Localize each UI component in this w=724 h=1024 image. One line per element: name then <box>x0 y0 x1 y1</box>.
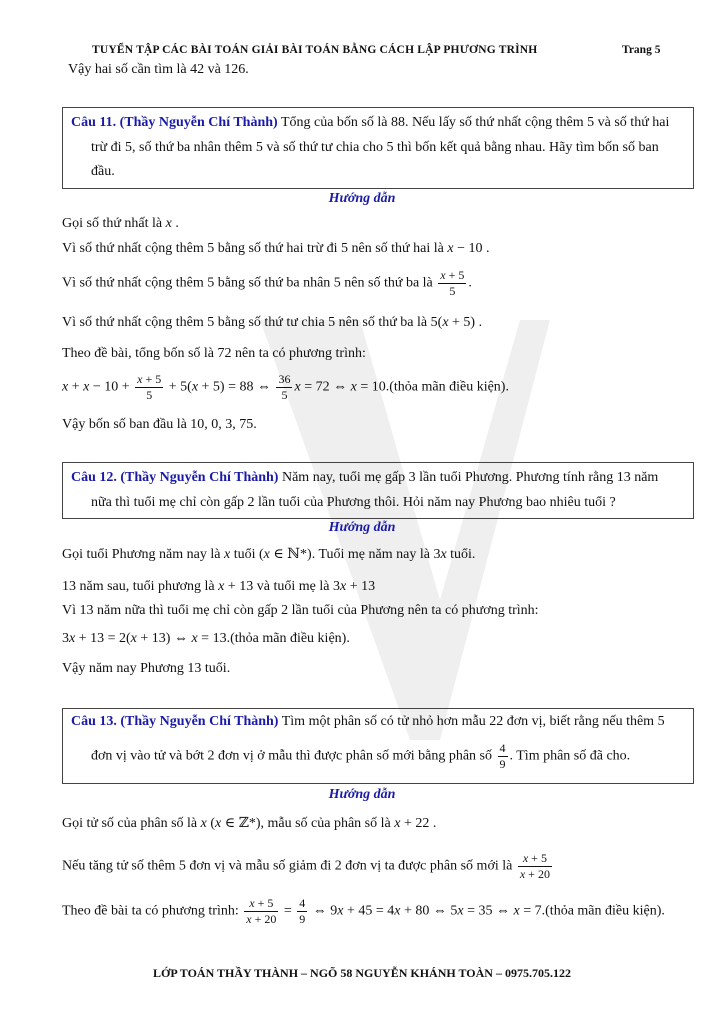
question-11-text-line2: trừ đi 5, số thứ ba nhân thêm 5 và số thứ tư chia cho 5 thì bốn kết quả bằng nhau. Hãy tìm bốn số ban <box>91 140 659 155</box>
guide-heading-12: Hướng dẫn <box>328 520 396 535</box>
q11-step-1: Gọi số thứ nhất là x . <box>62 216 179 231</box>
q13-step-2: Nếu tăng tử số thêm 5 đơn vị và mẫu số giảm đi 2 đơn vị ta được phân số mới là $\frac{x + 5}{x + 20}$ <box>62 851 550 881</box>
question-12-label: Câu 12. (Thầy Nguyễn Chí Thành) <box>71 470 279 485</box>
question-11-label: Câu 11. (Thầy Nguyễn Chí Thành) <box>71 115 278 130</box>
q12-conclusion: Vậy năm nay Phương 13 tuổi. <box>62 661 231 676</box>
question-11-box <box>62 107 694 189</box>
question-11-text-line3: đầu. <box>91 164 115 179</box>
q11-equation: x + x − 10 + $\frac{x + 5}{5}$ + 5(x + 5) = 88 ⇔ $\frac{36}{5}$ x = 72 ⇔ x = 10.(thỏa mãn điều kiện). <box>62 372 509 402</box>
page-header-title: TUYỂN TẬP CÁC BÀI TOÁN GIẢI BÀI TOÁN BẰNG CÁCH LẬP PHƯƠNG TRÌNH <box>92 44 538 56</box>
q12-step-1: Gọi tuổi Phương năm nay là x tuổi (x ∈ ℕ*). Tuổi mẹ năm nay là 3x tuổi. <box>62 547 476 562</box>
question-12-text-line1: Năm nay, tuổi mẹ gấp 3 lần tuổi Phương. Phương tính rằng 13 năm <box>278 470 659 485</box>
question-12-box <box>62 462 694 519</box>
q13-step-1: Gọi tử số của phân số là x (x ∈ ℤ*), mẫu số của phân số là x + 22 . <box>62 816 437 831</box>
guide-heading-11: Hướng dẫn <box>328 191 396 206</box>
fraction: $\frac{x + 5}{5}$ <box>440 268 465 298</box>
q13-equation: Theo đề bài ta có phương trình: $\frac{x + 5}{x + 20}$ = $\frac{4}{9}$ ⇔ 9x + 45 = 4x + 80 ⇔ 5x = 35 ⇔ x = 7.(thỏa mãn điều kiện). <box>62 896 665 926</box>
q11-step-4: Vì số thứ nhất cộng thêm 5 bằng số thứ tư chia 5 nên số thứ ba là 5(x + 5) . <box>62 315 483 330</box>
question-12-text-line2: nữa thì tuổi mẹ chỉ còn gấp 2 lần tuổi của Phương thôi. Hỏi năm nay Phương bao nhiêu tuổi ? <box>91 495 616 510</box>
q12-equation: 3x + 13 = 2(x + 13) ⇔ x = 13.(thỏa mãn điều kiện). <box>62 631 350 646</box>
q12-step-2: 13 năm sau, tuổi phương là x + 13 và tuổi mẹ là 3x + 13 <box>62 579 376 594</box>
question-11-text-line1: Tổng của bốn số là 88. Nếu lấy số thứ nhất cộng thêm 5 và số thứ hai <box>277 115 670 130</box>
q11-step-5: Theo đề bài, tổng bốn số là 72 nên ta có phương trình: <box>62 346 366 361</box>
q12-step-3: Vì 13 năm nữa thì tuổi mẹ chỉ còn gấp 2 lần tuổi của Phương nên ta có phương trình: <box>62 603 539 618</box>
q11-step-2: Vì số thứ nhất cộng thêm 5 bằng số thứ hai trừ đi 5 nên số thứ hai là x − 10 . <box>62 241 490 256</box>
question-13-label: Câu 13. (Thầy Nguyễn Chí Thành) <box>71 714 279 729</box>
page-footer: LỚP TOÁN THẦY THÀNH – NGÕ 58 NGUYỄN KHÁNH TOÀN – 0975.705.122 <box>153 966 571 980</box>
guide-heading-13: Hướng dẫn <box>328 787 396 802</box>
question-13-text-line1: Tìm một phân số có tử nhỏ hơn mẫu 22 đơn vị, biết rằng nếu thêm 5 <box>278 714 665 729</box>
question-13-text-line2: đơn vị vào tử và bớt 2 đơn vị ở mẫu thì được phân số mới bằng phân số $\frac{4}{9}$ . Tìm phân số đã cho. <box>91 741 631 771</box>
previous-conclusion: Vậy hai số cần tìm là 42 và 126. <box>68 62 249 77</box>
q11-conclusion: Vậy bốn số ban đầu là 10, 0, 3, 75. <box>62 417 257 432</box>
q11-step-3: Vì số thứ nhất cộng thêm 5 bằng số thứ ba nhân 5 nên số thứ ba là $\frac{x + 5}{5}$ . <box>62 268 472 298</box>
page-number: Trang 5 <box>622 44 661 56</box>
question-13-box <box>62 708 694 784</box>
